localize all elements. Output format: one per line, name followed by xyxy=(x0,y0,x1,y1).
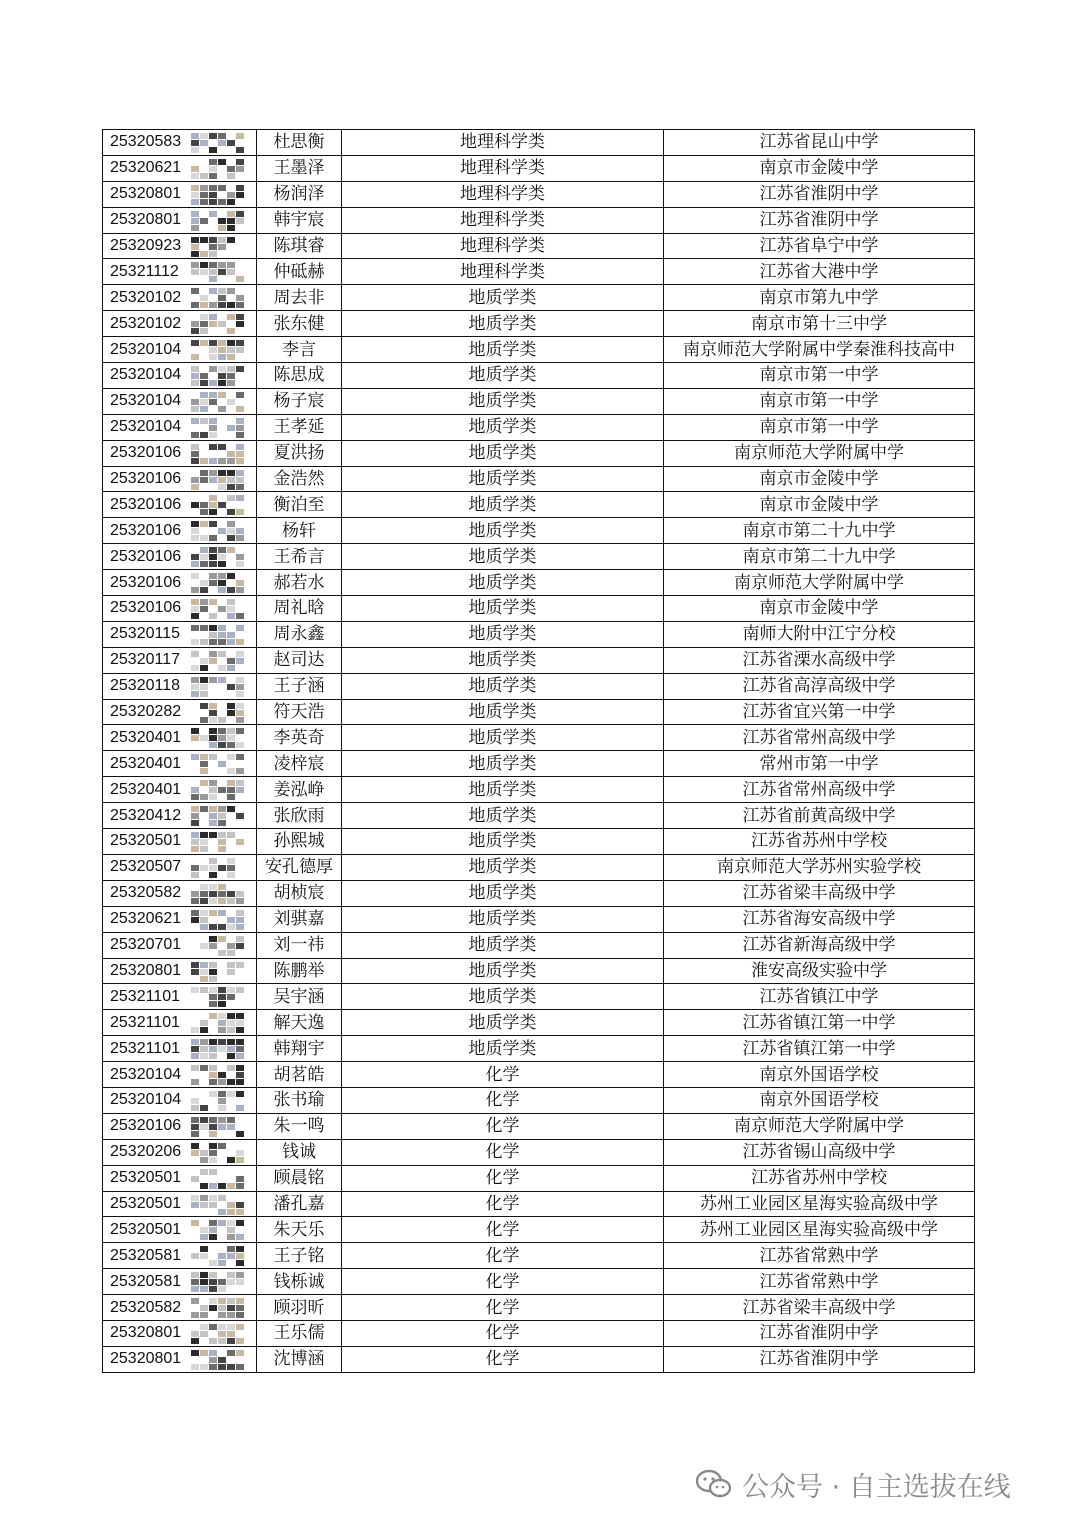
cell-major: 地质学类 xyxy=(342,570,664,596)
cell-id: 25320104 xyxy=(103,1087,257,1113)
cell-major: 地质学类 xyxy=(342,363,664,389)
cell-name: 杜思衡 xyxy=(257,130,342,156)
cell-id: 25320581 xyxy=(103,1243,257,1269)
table-row xyxy=(103,1295,975,1321)
cell-id: 25320801 xyxy=(103,1320,257,1346)
table-row xyxy=(103,181,975,207)
redaction-mask xyxy=(189,544,247,569)
cell-school: 江苏省常熟中学 xyxy=(664,1269,975,1295)
cell-school: 南京师范大学附属中学秦淮科技高中 xyxy=(664,337,975,363)
redaction-mask xyxy=(189,415,247,440)
redaction-mask xyxy=(189,1269,247,1294)
cell-major: 地理科学类 xyxy=(342,155,664,181)
cell-major: 地质学类 xyxy=(342,492,664,518)
redaction-mask xyxy=(189,156,247,181)
table-row xyxy=(103,1036,975,1062)
cell-major: 地质学类 xyxy=(342,596,664,622)
table-row xyxy=(103,466,975,492)
cell-school: 江苏省大港中学 xyxy=(664,259,975,285)
cell-id: 25320102 xyxy=(103,285,257,311)
table-row xyxy=(103,570,975,596)
cell-major: 地质学类 xyxy=(342,388,664,414)
cell-major: 地理科学类 xyxy=(342,259,664,285)
cell-school: 南京师范大学附属中学 xyxy=(664,570,975,596)
cell-major: 地质学类 xyxy=(342,337,664,363)
cell-school: 南师大附中江宁分校 xyxy=(664,621,975,647)
cell-name: 周去非 xyxy=(257,285,342,311)
redaction-mask xyxy=(189,855,247,880)
table-row xyxy=(103,906,975,932)
cell-id: 25320118 xyxy=(103,673,257,699)
cell-school: 南京师范大学苏州实验学校 xyxy=(664,854,975,880)
cell-id: 25320104 xyxy=(103,363,257,389)
table-row xyxy=(103,1269,975,1295)
cell-name: 顾晨铭 xyxy=(257,1165,342,1191)
cell-school: 江苏省高淳高级中学 xyxy=(664,673,975,699)
table-row xyxy=(103,880,975,906)
cell-id: 25320106 xyxy=(103,492,257,518)
table-row xyxy=(103,337,975,363)
cell-school: 江苏省镇江第一中学 xyxy=(664,1036,975,1062)
redaction-mask xyxy=(189,1010,247,1035)
cell-major: 地质学类 xyxy=(342,1036,664,1062)
redaction-mask xyxy=(189,518,247,543)
cell-major: 化学 xyxy=(342,1062,664,1088)
wechat-icon xyxy=(696,1469,732,1499)
cell-id: 25320106 xyxy=(103,544,257,570)
cell-school: 江苏省淮阴中学 xyxy=(664,1320,975,1346)
redaction-mask xyxy=(189,208,247,233)
cell-school: 南京市第一中学 xyxy=(664,388,975,414)
redaction-mask xyxy=(189,441,247,466)
cell-school: 江苏省苏州中学校 xyxy=(664,829,975,855)
cell-name: 王墨泽 xyxy=(257,155,342,181)
cell-major: 地质学类 xyxy=(342,854,664,880)
table-row xyxy=(103,130,975,156)
cell-school: 南京市第一中学 xyxy=(664,363,975,389)
cell-school: 南京市金陵中学 xyxy=(664,466,975,492)
redaction-mask xyxy=(189,984,247,1009)
cell-school: 南京外国语学校 xyxy=(664,1087,975,1113)
table-row xyxy=(103,388,975,414)
cell-id: 25320701 xyxy=(103,932,257,958)
table-row xyxy=(103,725,975,751)
cell-id: 25320801 xyxy=(103,207,257,233)
table-row xyxy=(103,363,975,389)
cell-name: 符天浩 xyxy=(257,699,342,725)
cell-name: 钱栎诚 xyxy=(257,1269,342,1295)
admission-list-table xyxy=(102,129,975,1373)
cell-major: 化学 xyxy=(342,1139,664,1165)
cell-name: 周礼晗 xyxy=(257,596,342,622)
cell-school: 南京外国语学校 xyxy=(664,1062,975,1088)
cell-name: 李英奇 xyxy=(257,725,342,751)
redaction-mask xyxy=(189,1321,247,1346)
table-row xyxy=(103,518,975,544)
table-row xyxy=(103,1346,975,1372)
cell-school: 江苏省宜兴第一中学 xyxy=(664,699,975,725)
redaction-mask xyxy=(189,907,247,932)
cell-major: 地理科学类 xyxy=(342,233,664,259)
table-row xyxy=(103,207,975,233)
cell-major: 地质学类 xyxy=(342,414,664,440)
table-row xyxy=(103,621,975,647)
cell-school: 江苏省苏州中学校 xyxy=(664,1165,975,1191)
cell-name: 郝若水 xyxy=(257,570,342,596)
cell-name: 赵司达 xyxy=(257,647,342,673)
redaction-mask xyxy=(189,725,247,750)
cell-major: 地理科学类 xyxy=(342,207,664,233)
cell-name: 夏洪扬 xyxy=(257,440,342,466)
cell-id: 25320104 xyxy=(103,337,257,363)
cell-school: 南京市金陵中学 xyxy=(664,596,975,622)
cell-major: 地质学类 xyxy=(342,311,664,337)
table-row xyxy=(103,829,975,855)
table-row xyxy=(103,1165,975,1191)
cell-name: 杨润泽 xyxy=(257,181,342,207)
cell-name: 金浩然 xyxy=(257,466,342,492)
cell-school: 江苏省淮阴中学 xyxy=(664,207,975,233)
cell-school: 江苏省溧水高级中学 xyxy=(664,647,975,673)
cell-major: 地质学类 xyxy=(342,621,664,647)
cell-school: 江苏省锡山高级中学 xyxy=(664,1139,975,1165)
table-row xyxy=(103,440,975,466)
table-row xyxy=(103,777,975,803)
cell-id: 25320582 xyxy=(103,1295,257,1321)
cell-major: 地理科学类 xyxy=(342,130,664,156)
cell-id: 25320401 xyxy=(103,725,257,751)
redaction-mask xyxy=(189,803,247,828)
table-row xyxy=(103,1113,975,1139)
redaction-mask xyxy=(189,674,247,699)
cell-name: 安孔德厚 xyxy=(257,854,342,880)
table-row xyxy=(103,414,975,440)
cell-name: 张欣雨 xyxy=(257,803,342,829)
cell-name: 潘孔嘉 xyxy=(257,1191,342,1217)
watermark-text: 公众号 · 自主选拔在线 xyxy=(742,1471,1011,1503)
cell-id: 25320106 xyxy=(103,596,257,622)
cell-id: 25320106 xyxy=(103,440,257,466)
redaction-mask xyxy=(189,1166,247,1191)
cell-major: 地质学类 xyxy=(342,932,664,958)
table-row xyxy=(103,854,975,880)
cell-id: 25321101 xyxy=(103,984,257,1010)
redaction-mask xyxy=(189,492,247,517)
cell-school: 南京市第二十九中学 xyxy=(664,544,975,570)
cell-name: 陈琪睿 xyxy=(257,233,342,259)
cell-id: 25320106 xyxy=(103,1113,257,1139)
redaction-mask xyxy=(189,337,247,362)
redaction-mask xyxy=(189,622,247,647)
table-row xyxy=(103,596,975,622)
cell-name: 王孝延 xyxy=(257,414,342,440)
cell-name: 钱诚 xyxy=(257,1139,342,1165)
cell-id: 25320501 xyxy=(103,829,257,855)
cell-major: 化学 xyxy=(342,1295,664,1321)
cell-name: 韩宇宸 xyxy=(257,207,342,233)
cell-school: 江苏省淮阴中学 xyxy=(664,1346,975,1372)
table-row xyxy=(103,285,975,311)
cell-name: 凌梓宸 xyxy=(257,751,342,777)
redaction-mask xyxy=(189,1243,247,1268)
cell-school: 江苏省常熟中学 xyxy=(664,1243,975,1269)
cell-school: 常州市第一中学 xyxy=(664,751,975,777)
cell-name: 解天逸 xyxy=(257,1010,342,1036)
cell-name: 王子铭 xyxy=(257,1243,342,1269)
cell-school: 江苏省昆山中学 xyxy=(664,130,975,156)
redaction-mask xyxy=(189,363,247,388)
cell-school: 南京市第一中学 xyxy=(664,414,975,440)
redaction-mask xyxy=(189,959,247,984)
table-row xyxy=(103,1320,975,1346)
cell-id: 25320801 xyxy=(103,958,257,984)
cell-school: 淮安高级实验中学 xyxy=(664,958,975,984)
cell-school: 江苏省梁丰高级中学 xyxy=(664,1295,975,1321)
cell-major: 化学 xyxy=(342,1269,664,1295)
cell-name: 顾羽昕 xyxy=(257,1295,342,1321)
table-row xyxy=(103,699,975,725)
redaction-mask xyxy=(189,881,247,906)
cell-major: 化学 xyxy=(342,1217,664,1243)
cell-major: 地理科学类 xyxy=(342,181,664,207)
cell-major: 地质学类 xyxy=(342,803,664,829)
cell-id: 25321101 xyxy=(103,1010,257,1036)
cell-id: 25320801 xyxy=(103,181,257,207)
table-row xyxy=(103,673,975,699)
cell-id: 25320104 xyxy=(103,414,257,440)
cell-name: 王希言 xyxy=(257,544,342,570)
cell-major: 地质学类 xyxy=(342,777,664,803)
cell-major: 化学 xyxy=(342,1346,664,1372)
table-row xyxy=(103,1217,975,1243)
redaction-mask xyxy=(189,1192,247,1217)
cell-major: 地质学类 xyxy=(342,906,664,932)
cell-id: 25320582 xyxy=(103,880,257,906)
cell-name: 孙熙城 xyxy=(257,829,342,855)
cell-name: 仲砥赫 xyxy=(257,259,342,285)
cell-name: 陈思成 xyxy=(257,363,342,389)
cell-school: 南京师范大学附属中学 xyxy=(664,1113,975,1139)
cell-name: 韩翔宇 xyxy=(257,1036,342,1062)
table-row xyxy=(103,544,975,570)
cell-name: 张书瑜 xyxy=(257,1087,342,1113)
cell-major: 地质学类 xyxy=(342,544,664,570)
cell-major: 化学 xyxy=(342,1113,664,1139)
cell-id: 25320581 xyxy=(103,1269,257,1295)
redaction-mask xyxy=(189,285,247,310)
table-row xyxy=(103,259,975,285)
cell-school: 江苏省海安高级中学 xyxy=(664,906,975,932)
redaction-mask xyxy=(189,467,247,492)
cell-school: 苏州工业园区星海实验高级中学 xyxy=(664,1191,975,1217)
cell-major: 地质学类 xyxy=(342,958,664,984)
cell-name: 李言 xyxy=(257,337,342,363)
redaction-mask xyxy=(189,829,247,854)
redaction-mask xyxy=(189,1217,247,1242)
cell-id: 25320501 xyxy=(103,1165,257,1191)
cell-major: 化学 xyxy=(342,1165,664,1191)
cell-name: 吴宇涵 xyxy=(257,984,342,1010)
cell-major: 地质学类 xyxy=(342,725,664,751)
redaction-mask xyxy=(189,1114,247,1139)
cell-id: 25320282 xyxy=(103,699,257,725)
cell-id: 25320401 xyxy=(103,777,257,803)
cell-id: 25320507 xyxy=(103,854,257,880)
redaction-mask xyxy=(189,933,247,958)
table-row xyxy=(103,155,975,181)
table-row xyxy=(103,492,975,518)
cell-id: 25320412 xyxy=(103,803,257,829)
cell-id: 25320923 xyxy=(103,233,257,259)
cell-school: 江苏省淮阴中学 xyxy=(664,181,975,207)
cell-school: 江苏省镇江第一中学 xyxy=(664,1010,975,1036)
cell-school: 南京市第十三中学 xyxy=(664,311,975,337)
table-row xyxy=(103,932,975,958)
cell-name: 胡茗皓 xyxy=(257,1062,342,1088)
table-row xyxy=(103,647,975,673)
table-row xyxy=(103,1191,975,1217)
redaction-mask xyxy=(189,700,247,725)
table-row xyxy=(103,1139,975,1165)
cell-id: 25320621 xyxy=(103,155,257,181)
cell-id: 25320401 xyxy=(103,751,257,777)
cell-school: 江苏省前黄高级中学 xyxy=(664,803,975,829)
cell-school: 江苏省梁丰高级中学 xyxy=(664,880,975,906)
redaction-mask xyxy=(189,234,247,259)
cell-name: 杨子宸 xyxy=(257,388,342,414)
redaction-mask xyxy=(189,1347,247,1372)
cell-major: 地质学类 xyxy=(342,285,664,311)
redaction-mask xyxy=(189,389,247,414)
cell-major: 化学 xyxy=(342,1087,664,1113)
cell-id: 25320583 xyxy=(103,130,257,156)
table-row xyxy=(103,751,975,777)
table-row xyxy=(103,803,975,829)
cell-id: 25320106 xyxy=(103,518,257,544)
table-body xyxy=(103,130,975,1373)
table-row xyxy=(103,984,975,1010)
cell-name: 朱天乐 xyxy=(257,1217,342,1243)
table-row xyxy=(103,1010,975,1036)
cell-id: 25320801 xyxy=(103,1346,257,1372)
redaction-mask xyxy=(189,311,247,336)
cell-id: 25320501 xyxy=(103,1191,257,1217)
cell-major: 化学 xyxy=(342,1320,664,1346)
table-row xyxy=(103,958,975,984)
cell-name: 朱一鸣 xyxy=(257,1113,342,1139)
cell-name: 张东健 xyxy=(257,311,342,337)
redaction-mask xyxy=(189,648,247,673)
redaction-mask xyxy=(189,596,247,621)
table-row xyxy=(103,1087,975,1113)
cell-major: 地质学类 xyxy=(342,699,664,725)
cell-id: 25321112 xyxy=(103,259,257,285)
watermark xyxy=(696,1462,1011,1506)
cell-school: 南京市第二十九中学 xyxy=(664,518,975,544)
cell-major: 地质学类 xyxy=(342,440,664,466)
cell-major: 地质学类 xyxy=(342,518,664,544)
cell-id: 25320621 xyxy=(103,906,257,932)
cell-id: 25321101 xyxy=(103,1036,257,1062)
cell-name: 胡桢宸 xyxy=(257,880,342,906)
redaction-mask xyxy=(189,1062,247,1087)
cell-id: 25320115 xyxy=(103,621,257,647)
cell-major: 地质学类 xyxy=(342,466,664,492)
redaction-mask xyxy=(189,1088,247,1113)
cell-school: 南京市金陵中学 xyxy=(664,155,975,181)
cell-id: 25320117 xyxy=(103,647,257,673)
cell-name: 王乐儒 xyxy=(257,1320,342,1346)
cell-id: 25320106 xyxy=(103,466,257,492)
cell-major: 地质学类 xyxy=(342,1010,664,1036)
table-row xyxy=(103,233,975,259)
cell-school: 江苏省阜宁中学 xyxy=(664,233,975,259)
redaction-mask xyxy=(189,130,247,155)
cell-major: 地质学类 xyxy=(342,880,664,906)
redaction-mask xyxy=(189,1036,247,1061)
cell-school: 苏州工业园区星海实验高级中学 xyxy=(664,1217,975,1243)
cell-school: 江苏省常州高级中学 xyxy=(664,725,975,751)
cell-major: 地质学类 xyxy=(342,751,664,777)
cell-name: 王子涵 xyxy=(257,673,342,699)
cell-name: 杨轩 xyxy=(257,518,342,544)
table-row xyxy=(103,1243,975,1269)
redaction-mask xyxy=(189,259,247,284)
cell-name: 沈博涵 xyxy=(257,1346,342,1372)
redaction-mask xyxy=(189,751,247,776)
cell-major: 地质学类 xyxy=(342,673,664,699)
cell-school: 江苏省镇江中学 xyxy=(664,984,975,1010)
redaction-mask xyxy=(189,1140,247,1165)
table-row xyxy=(103,1062,975,1088)
redaction-mask xyxy=(189,570,247,595)
cell-major: 地质学类 xyxy=(342,984,664,1010)
cell-name: 刘骐嘉 xyxy=(257,906,342,932)
redaction-mask xyxy=(189,182,247,207)
cell-major: 地质学类 xyxy=(342,647,664,673)
cell-school: 江苏省常州高级中学 xyxy=(664,777,975,803)
cell-school: 南京市金陵中学 xyxy=(664,492,975,518)
cell-school: 南京师范大学附属中学 xyxy=(664,440,975,466)
cell-school: 江苏省新海高级中学 xyxy=(664,932,975,958)
cell-name: 刘一祎 xyxy=(257,932,342,958)
cell-name: 姜泓峥 xyxy=(257,777,342,803)
cell-major: 地质学类 xyxy=(342,829,664,855)
cell-major: 化学 xyxy=(342,1243,664,1269)
redaction-mask xyxy=(189,777,247,802)
cell-id: 25320501 xyxy=(103,1217,257,1243)
cell-id: 25320206 xyxy=(103,1139,257,1165)
cell-school: 南京市第九中学 xyxy=(664,285,975,311)
cell-name: 衡泊至 xyxy=(257,492,342,518)
cell-id: 25320106 xyxy=(103,570,257,596)
cell-id: 25320104 xyxy=(103,1062,257,1088)
cell-major: 化学 xyxy=(342,1191,664,1217)
cell-id: 25320102 xyxy=(103,311,257,337)
cell-id: 25320104 xyxy=(103,388,257,414)
table-row xyxy=(103,311,975,337)
cell-name: 周永鑫 xyxy=(257,621,342,647)
redaction-mask xyxy=(189,1295,247,1320)
cell-name: 陈鹏举 xyxy=(257,958,342,984)
